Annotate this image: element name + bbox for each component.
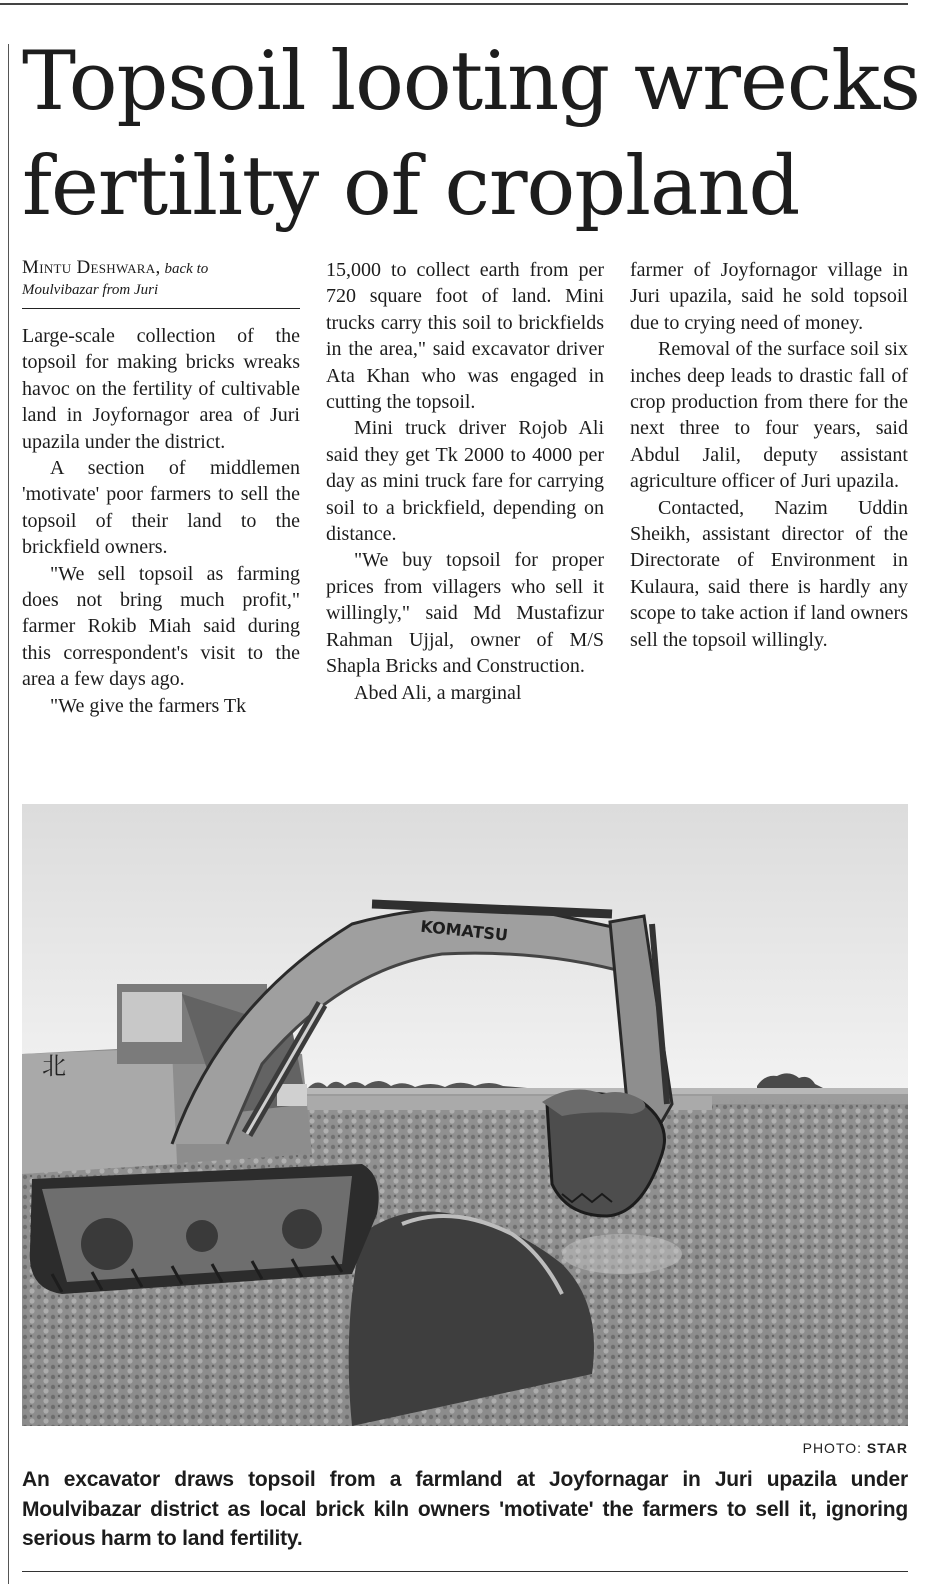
byline — [22, 257, 300, 309]
boom-brand-label: KOMATSU — [419, 916, 509, 945]
excavator-photo — [22, 804, 908, 1426]
paragraph: A section of middlemen 'motivate' poor farmers to sell the topsoil of their land to the brickfield owners. — [22, 457, 300, 559]
photo-credit-source: STAR — [866, 1440, 908, 1456]
paragraph: 15,000 to collect earth from per 720 square foot of land. Mini trucks carry this soil to brickfields in the area," said excavator driver Ata Khan who was engaged in cutting the topsoil. — [326, 259, 604, 414]
article-column-2 — [326, 257, 604, 706]
byline-rule — [22, 308, 300, 309]
paragraph: Removal of the surface soil six inches deep leads to drastic fall of crop production from there for the next three to four years, said Abdul Jalil, deputy assistant agriculture officer of Juri upazila. — [630, 338, 908, 493]
top-rule — [0, 3, 908, 5]
photo-credit-label: PHOTO: — [802, 1440, 863, 1456]
paragraph: farmer of Joyfornagor village in Juri upazila, said he sold topsoil due to crying need of money. — [630, 259, 908, 334]
article-column-1 — [22, 323, 300, 719]
paragraph: Abed Ali, a marginal — [354, 681, 522, 704]
bottom-rule — [22, 1571, 908, 1572]
paragraph: Contacted, Nazim Uddin Sheikh, assistant director of the Directorate of Environment in Kulaura, said there is hardly any scope to take action if land owners sell the topsoil willingly. — [630, 496, 908, 651]
column-rule — [8, 44, 9, 1584]
article-column-3 — [630, 257, 908, 653]
byline-location-detail: Moulvibazar from Juri — [22, 282, 159, 298]
photo-credit — [22, 1440, 908, 1456]
paragraph: "We buy topsoil for proper prices from villagers who sell it willingly," said Md Mustafizur Rahman Ujjal, owner of M/S Shapla Bricks and Construction. — [326, 549, 604, 678]
paragraph: "We give the farmers Tk — [50, 694, 247, 717]
cab-marking: 北 — [42, 1052, 66, 1080]
byline-author: Mintu Deshwara, — [22, 257, 161, 278]
paragraph: Large-scale collection of the topsoil for making bricks wreaks havoc on the fertility of cultivable land in Joyfornagor area of Juri upazila under the district. — [22, 325, 300, 453]
photo-caption: An excavator draws topsoil from a farmland at Joyfornagar in Juri upazila under Moulvibazar district as local brick kiln owners 'motivate' the farmers to sell it, ignoring serious harm to land fertility. — [22, 1468, 908, 1550]
byline-location: back to — [164, 261, 209, 277]
headline: Topsoil looting wrecks fertility of cropland — [22, 35, 920, 234]
paragraph: Mini truck driver Rojob Ali said they get Tk 2000 to 4000 per day as mini truck fare for carrying soil to a brickfield, depending on distance. — [326, 417, 604, 546]
paragraph: "We sell topsoil as farming does not bring much profit," farmer Rokib Miah said during this correspondent's visit to the area a few days ago. — [22, 562, 300, 691]
